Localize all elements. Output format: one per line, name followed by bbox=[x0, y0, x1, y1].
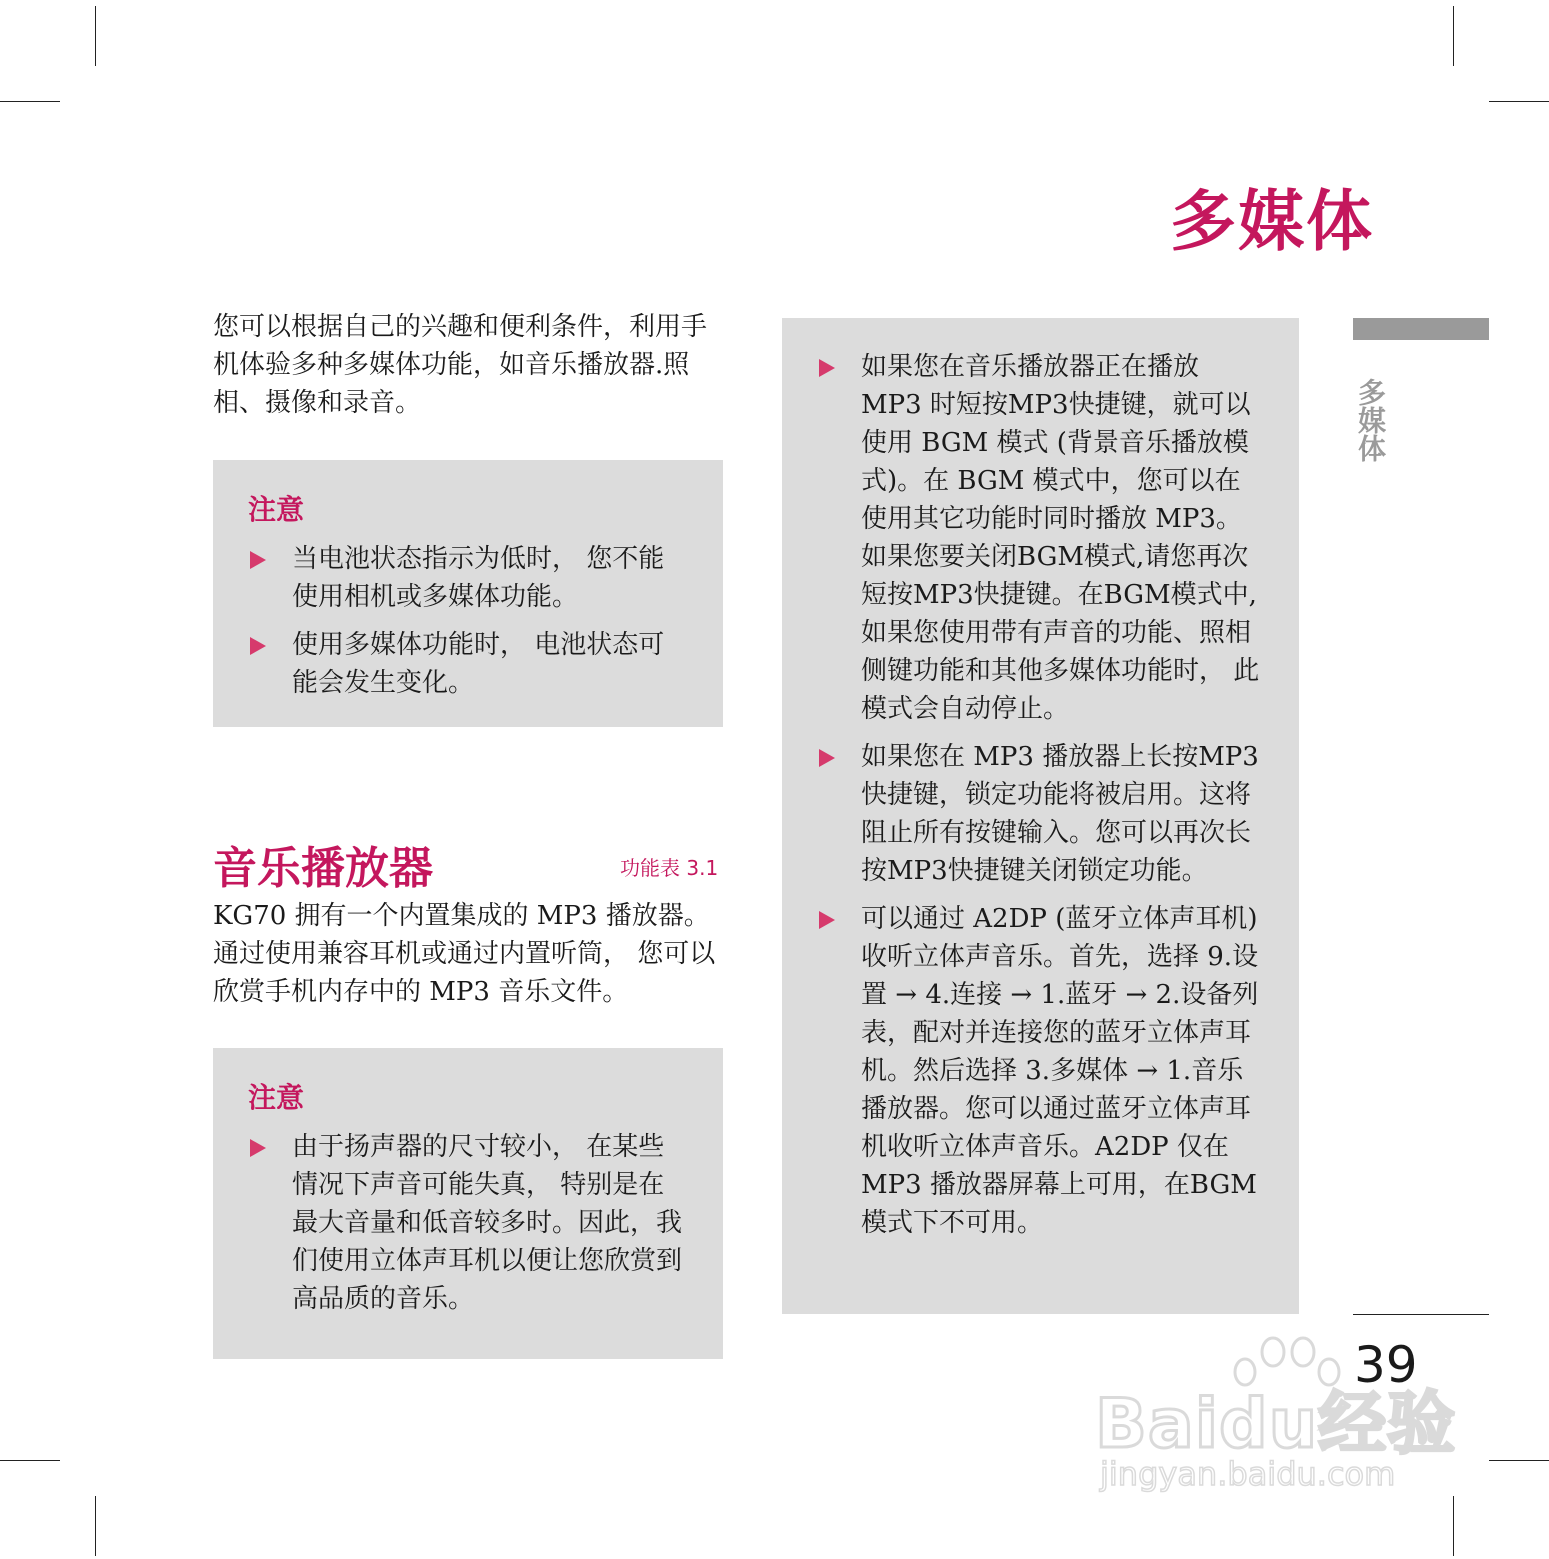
info-text: 可以通过 A2DP (蓝牙立体声耳机) 收听立体声音乐。首先，选择 9.设置 → 4.连接 → 1.蓝牙 → 2.设备列表，配对并连接您的蓝牙立体声耳机。然后选择 3.多媒体 → 1.音乐播放器。您可以通过蓝牙立体声耳机收听立体声音乐。A2DP 仅在 MP3 播放器屏幕上可用，在BGM 模式下不可用。 bbox=[861, 904, 1259, 1238]
section-body: KG70 拥有一个内置集成的 MP3 播放器。通过使用兼容耳机或通过内置听筒， 您可以欣赏手机内存中的 MP3 音乐文件。 bbox=[213, 901, 716, 1007]
triangle-bullet-icon bbox=[250, 637, 266, 655]
triangle-bullet-icon bbox=[819, 359, 835, 377]
side-tab-bar bbox=[1353, 318, 1489, 340]
page-number: 39 bbox=[1354, 1336, 1418, 1394]
crop-mark bbox=[0, 1460, 60, 1461]
note-title: 注意 bbox=[248, 493, 305, 526]
list-item bbox=[819, 900, 1264, 1242]
triangle-bullet-icon bbox=[250, 1139, 266, 1157]
watermark-url: jingyan.baidu.com bbox=[1100, 1455, 1396, 1493]
page-number-rule bbox=[1353, 1314, 1489, 1315]
crop-mark bbox=[1453, 1496, 1454, 1556]
baidu-watermark bbox=[1095, 1330, 1455, 1500]
crop-mark bbox=[1453, 6, 1454, 66]
side-tab-label: 多媒体 bbox=[1354, 378, 1387, 462]
info-text: 如果您在音乐播放器正在播放 MP3 时短按MP3快捷键，就可以使用 BGM 模式 (背景音乐播放模式)。在 BGM 模式中，您可以在使用其它功能时同时播放 MP3。如果您要关闭BGM模式,请您再次短按MP3快捷键。在BGM模式中,如果您使用带有声音的功能、照相侧键功能和其他多媒体功能时， 此模式会自动停止。 bbox=[861, 352, 1260, 724]
list-item bbox=[250, 626, 690, 702]
triangle-bullet-icon bbox=[819, 749, 835, 767]
crop-mark bbox=[1489, 1460, 1549, 1461]
list-item bbox=[819, 348, 1264, 728]
crop-mark bbox=[0, 101, 60, 102]
menu-reference: 功能表 3.1 bbox=[620, 856, 719, 880]
section-heading: 音乐播放器 bbox=[213, 843, 433, 894]
note-text: 使用多媒体功能时， 电池状态可能会发生变化。 bbox=[292, 630, 665, 698]
list-item bbox=[250, 1128, 690, 1318]
info-list bbox=[819, 348, 1264, 1242]
bgm-info-box bbox=[782, 318, 1299, 1314]
list-item bbox=[819, 738, 1264, 890]
crop-mark bbox=[1489, 101, 1549, 102]
crop-mark bbox=[95, 6, 96, 66]
note-box-speaker bbox=[213, 1048, 723, 1359]
note-text: 由于扬声器的尺寸较小， 在某些情况下声音可能失真， 特别是在最大音量和低音较多时。因此，我们使用立体声耳机以便让您欣赏到高品质的音乐。 bbox=[292, 1132, 683, 1314]
watermark-logo: Baidu经验 bbox=[1095, 1385, 1457, 1464]
note-text: 当电池状态指示为低时， 您不能使用相机或多媒体功能。 bbox=[292, 544, 665, 612]
page-title: 多媒体 bbox=[1170, 183, 1374, 260]
crop-mark bbox=[95, 1496, 96, 1556]
note-title: 注意 bbox=[248, 1081, 305, 1114]
list-item bbox=[250, 540, 690, 616]
triangle-bullet-icon bbox=[250, 551, 266, 569]
note-list bbox=[250, 540, 690, 702]
intro-paragraph: 您可以根据自己的兴趣和便利条件，利用手机体验多种多媒体功能，如音乐播放器.照相、摄像和录音。 bbox=[213, 312, 708, 418]
note-list bbox=[250, 1128, 690, 1318]
note-box-battery bbox=[213, 460, 723, 727]
info-text: 如果您在 MP3 播放器上长按MP3快捷键，锁定功能将被启用。这将阻止所有按键输入。您可以再次长按MP3快捷键关闭锁定功能。 bbox=[861, 742, 1259, 886]
triangle-bullet-icon bbox=[819, 911, 835, 929]
